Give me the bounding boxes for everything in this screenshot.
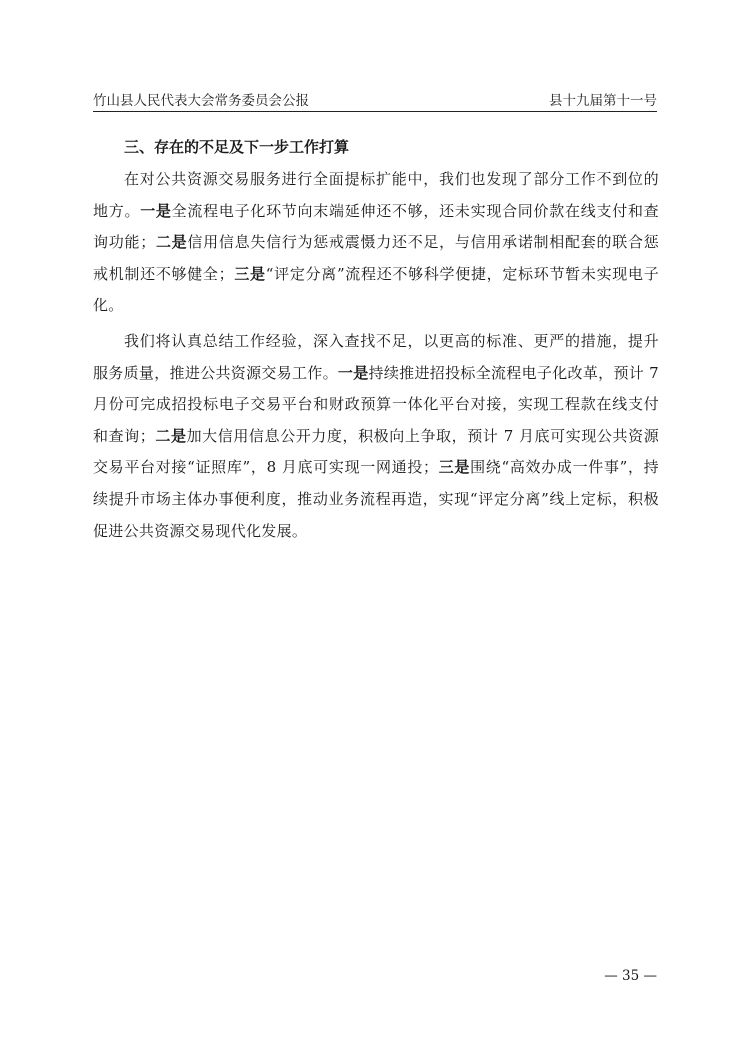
point-marker: 一是 (337, 363, 369, 382)
header-divider (93, 111, 657, 112)
issue-number: 县十九届第十一号 (549, 93, 657, 109)
document-body (93, 132, 659, 551)
page-number: — 35 — (604, 968, 657, 984)
paragraph-next-steps (93, 326, 659, 547)
paragraph-text: 在对公共资源交易服务进行全面提标扩能中，我们也发现了部分工作不到位的地方。 (93, 170, 659, 220)
paragraph-text: 持续推进招投标全流程电子化改革，预计 7 月份可完成招投标电子交易平台和财政预算一体化平台对接，实现工程款在线支付和查询； (93, 363, 659, 445)
point-marker: 二是 (155, 233, 188, 252)
paragraph-text: 信用信息失信行为惩戒震慑力还不足，与信用承诺制相配套的联合惩戒机制还不够健全； (93, 233, 659, 283)
paragraph-text: 全流程电子化环节向末端延伸还不够，还未实现合同价款在线支付和查询功能； (93, 201, 659, 252)
point-marker: 一是 (140, 201, 172, 220)
paragraph-text: 围绕“高效办成一件事”，持续提升市场主体办事便利度，推动业务流程再造，实现“评定分离”线上定标，积极促进公共资源交易现代化发展。 (93, 458, 659, 540)
paragraph-shortcomings (93, 164, 659, 322)
paragraph-text: 我们将认真总结工作经验，深入查找不足，以更高的标准、更严的措施，提升服务质量，推进公共资源交易工作。 (93, 331, 659, 382)
section-heading: 三、存在的不足及下一步工作打算 (124, 138, 350, 156)
point-marker: 三是 (438, 458, 471, 477)
point-marker: 二是 (155, 426, 187, 445)
paragraph-text: “评定分离”流程还不够科学便捷，定标环节暂未实现电子化。 (93, 264, 659, 315)
point-marker: 三是 (233, 264, 266, 283)
paragraph-text: 加大信用信息公开力度，积极向上争取，预计 7 月底可实现公共资源交易平台对接“证照库”，8 月底可实现一网通投； (93, 426, 659, 477)
bulletin-title: 竹山县人民代表大会常务委员会公报 (93, 93, 309, 109)
